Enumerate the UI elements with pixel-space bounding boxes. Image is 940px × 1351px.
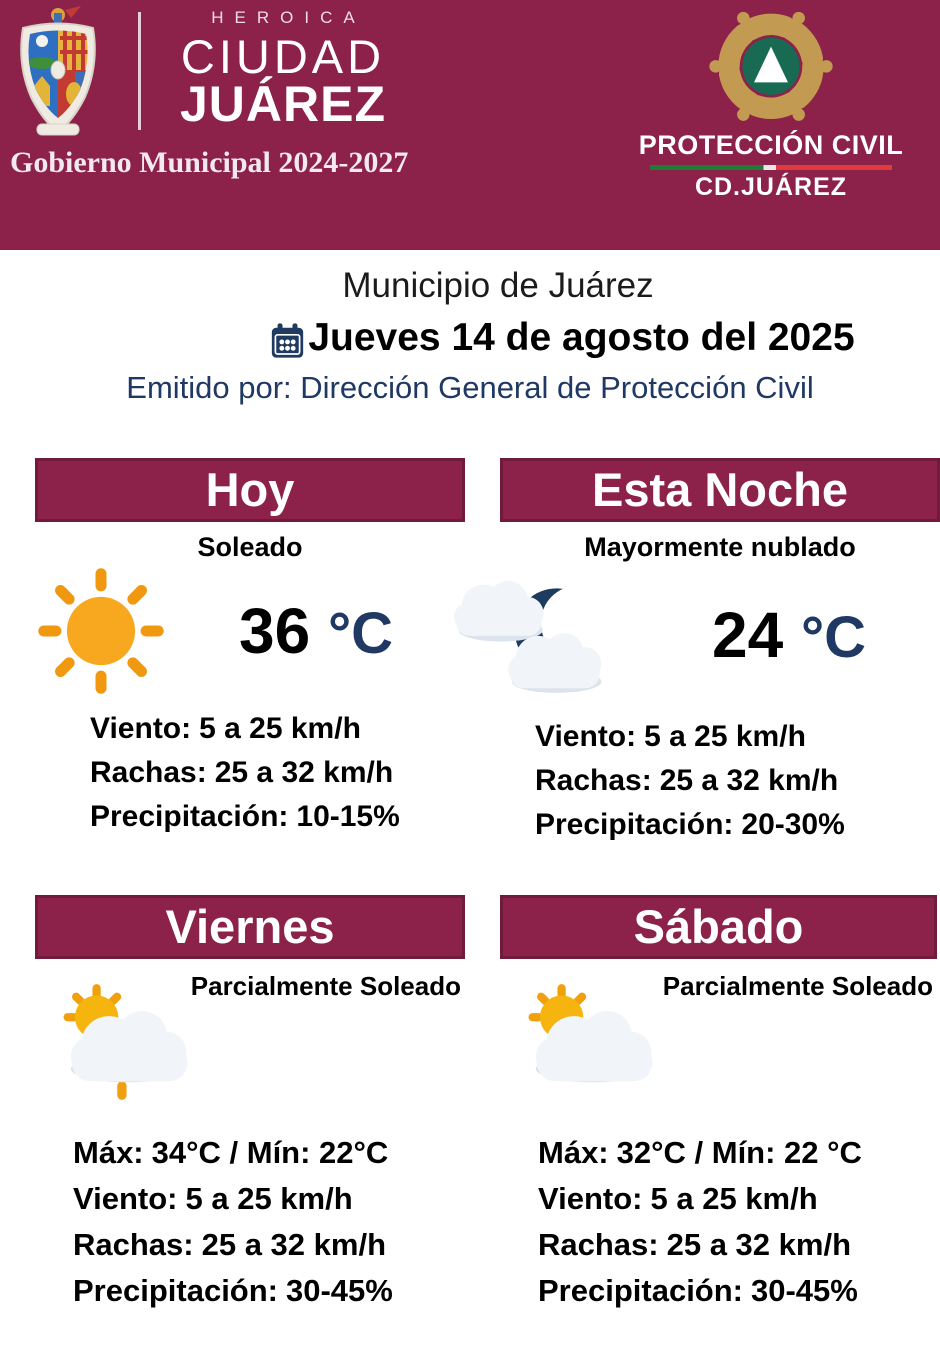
emitido-por-line: Emitido por: Dirección General de Protección Civil — [126, 370, 814, 405]
detail-label: Precipitación: — [538, 1273, 743, 1308]
forecast-card-hoy — [35, 458, 465, 839]
proteccion-civil-block — [630, 0, 912, 202]
temperature-hoy — [167, 594, 465, 668]
detail-viento — [535, 715, 940, 759]
sun-icon — [35, 565, 167, 697]
detail-viento — [538, 1176, 937, 1222]
detail-value: 5 a 25 km/h — [644, 720, 806, 753]
detail-rachas — [73, 1222, 465, 1268]
temp-value: 24 — [711, 599, 784, 671]
sun-cloud-icon — [512, 977, 667, 1107]
forecast-card-esta-noche — [500, 458, 940, 847]
detail-label: Viento: — [90, 712, 192, 745]
detail-value: 5 a 25 km/h — [199, 712, 361, 745]
details-esta-noche — [500, 715, 940, 847]
detail-value: 32°C / Mín: 22 °C — [616, 1135, 862, 1170]
brand-juarez: JUÁREZ — [179, 76, 387, 133]
calendar-icon — [269, 322, 306, 359]
card-title-viernes: Viernes — [35, 895, 465, 959]
card-title-sabado: Sábado — [500, 895, 937, 959]
detail-value: 25 a 32 km/h — [214, 756, 394, 789]
condition-esta-noche: Mayormente nublado — [584, 532, 856, 562]
detail-value: 30-45% — [751, 1273, 858, 1308]
detail-label: Máx: — [538, 1135, 609, 1170]
detail-value: 30-45% — [286, 1273, 393, 1308]
detail-label: Rachas: — [73, 1227, 194, 1262]
detail-precipitacion — [538, 1268, 937, 1314]
detail-label: Viento: — [538, 1181, 643, 1216]
detail-precipitacion — [90, 795, 465, 839]
proteccion-civil-emblem-icon — [704, 2, 838, 136]
detail-rachas — [90, 751, 465, 795]
detail-value: 25 a 32 km/h — [659, 764, 839, 797]
detail-value: 25 a 32 km/h — [201, 1227, 387, 1262]
detail-label: Viento: — [535, 720, 637, 753]
city-brand — [158, 8, 408, 133]
bulletin-intro — [0, 250, 940, 406]
juarez-coat-of-arms-icon — [12, 4, 104, 144]
detail-label: Máx: — [73, 1135, 144, 1170]
detail-value: 34°C / Mín: 22°C — [151, 1135, 389, 1170]
detail-label: Precipitación: — [90, 800, 289, 833]
details-sabado — [500, 1130, 937, 1314]
detail-value: 5 a 25 km/h — [650, 1181, 818, 1216]
detail-label: Precipitación: — [73, 1273, 278, 1308]
detail-maxmin — [73, 1130, 465, 1176]
detail-value: 20-30% — [741, 808, 845, 841]
detail-rachas — [538, 1222, 937, 1268]
weather-row-esta-noche — [500, 565, 940, 705]
detail-label: Rachas: — [535, 764, 652, 797]
moon-clouds-icon — [438, 565, 638, 705]
flag-divider — [650, 165, 892, 170]
condition-hoy: Soleado — [197, 532, 303, 562]
details-viernes — [35, 1130, 465, 1314]
condition-sabado: Parcialmente Soleado — [662, 971, 933, 1001]
detail-rachas — [535, 759, 940, 803]
condition-viernes: Parcialmente Soleado — [190, 971, 461, 1001]
temp-unit: °C — [327, 601, 394, 666]
forecast-card-sabado — [500, 895, 937, 1315]
date-text: Jueves 14 de agosto del 2025 — [308, 316, 855, 359]
detail-value: 5 a 25 km/h — [185, 1181, 353, 1216]
weather-row-hoy — [35, 565, 465, 697]
card-title-esta-noche: Esta Noche — [500, 458, 940, 522]
gobierno-municipal-label: Gobierno Municipal 2024-2027 — [10, 146, 409, 179]
detail-precipitacion — [535, 803, 940, 847]
detail-value: 25 a 32 km/h — [666, 1227, 852, 1262]
sun-cloud-icon — [47, 977, 202, 1107]
header-banner — [0, 0, 940, 250]
header-divider — [138, 12, 141, 130]
detail-label: Precipitación: — [535, 808, 734, 841]
brand-ciudad: CIUDAD — [180, 30, 386, 83]
temp-unit: °C — [800, 605, 867, 670]
detail-viento — [90, 707, 465, 751]
brand-heroica: HEROICA — [211, 8, 366, 27]
detail-label: Viento: — [73, 1181, 178, 1216]
detail-label: Rachas: — [90, 756, 207, 789]
detail-label: Rachas: — [538, 1227, 659, 1262]
forecast-card-viernes — [35, 895, 465, 1315]
municipio-title: Municipio de Juárez — [342, 266, 654, 305]
date-line — [92, 316, 940, 360]
temperature-esta-noche — [638, 598, 940, 672]
detail-value: 10-15% — [296, 800, 400, 833]
card-title-hoy: Hoy — [35, 458, 465, 522]
details-hoy — [35, 707, 465, 839]
cd-juarez-label: CD.JUÁREZ — [694, 173, 848, 201]
detail-maxmin — [538, 1130, 937, 1176]
detail-precipitacion — [73, 1268, 465, 1314]
proteccion-civil-title: PROTECCIÓN CIVIL — [638, 130, 904, 160]
temp-value: 36 — [238, 595, 311, 667]
detail-viento — [73, 1176, 465, 1222]
